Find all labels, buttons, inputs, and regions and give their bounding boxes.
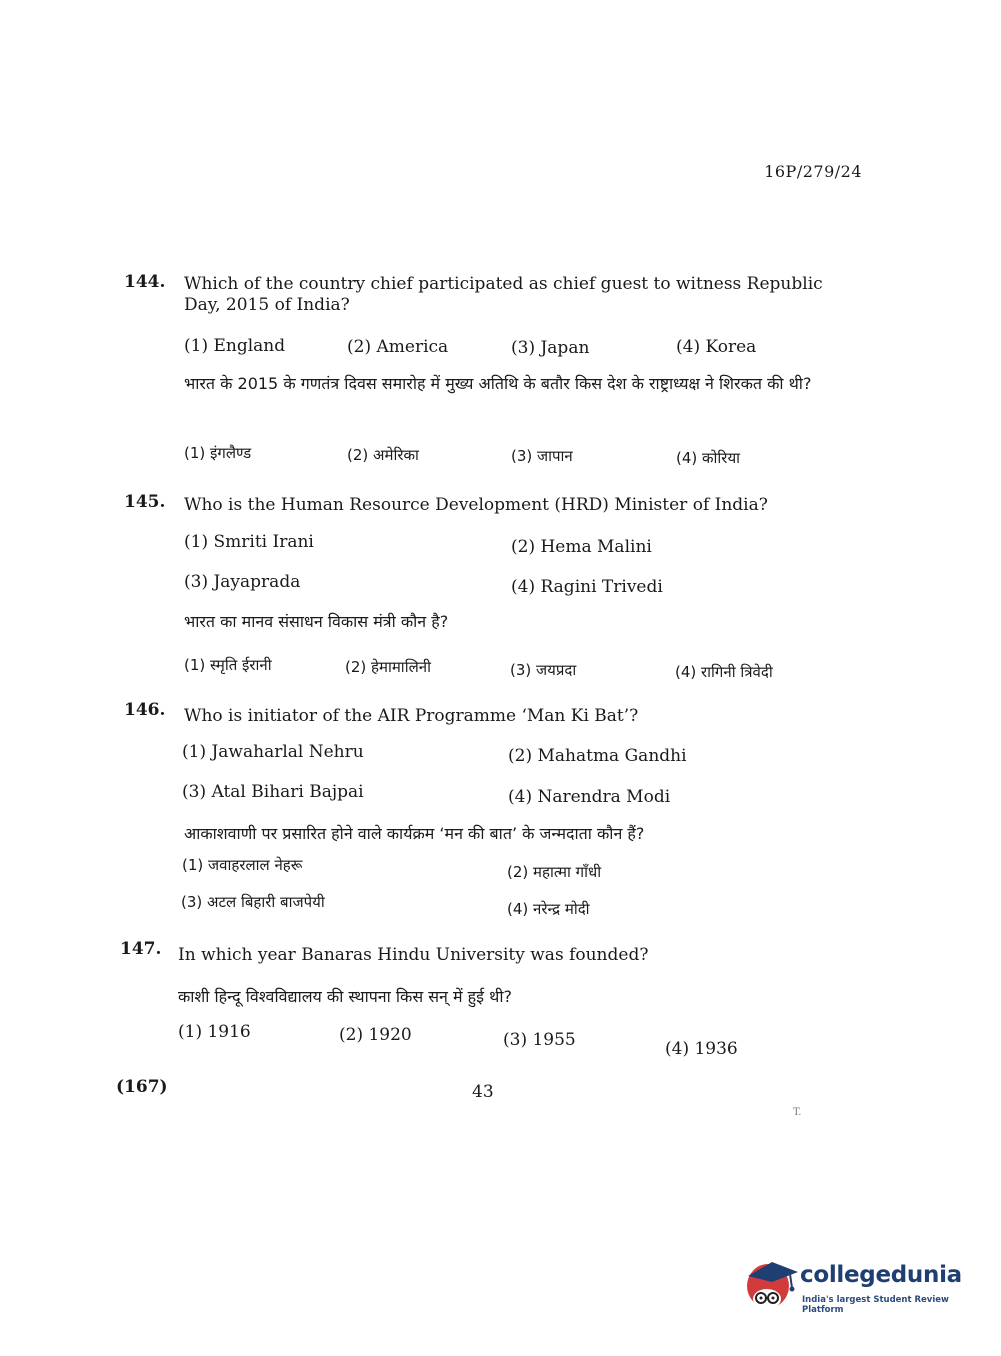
option-1: (1) Jawaharlal Nehru: [182, 742, 364, 762]
collegedunia-logo: [742, 1250, 972, 1320]
option-1: (1) England: [184, 336, 286, 356]
question-text: Who is initiator of the AIR Programme ‘Man Ki Bat’?: [184, 706, 639, 726]
option-2-hindi: (2) महात्मा गाँधी: [507, 863, 602, 881]
question-text: In which year Banaras Hindu University was founded?: [178, 945, 649, 965]
page-code: 16P/279/24: [764, 162, 862, 181]
option-3: (3) 1955: [503, 1030, 576, 1050]
option-1-hindi: (1) इंगलैण्ड: [184, 444, 252, 462]
logo-tagline: India's largest Student Review Platform: [802, 1295, 949, 1315]
question-text-hindi: भारत का मानव संसाधन विकास मंत्री कौन है?: [184, 612, 449, 631]
option-4: (4) Ragini Trivedi: [511, 577, 663, 597]
question-text: Which of the country chief participated as chief guest to witness Republic Day, 2015 of India?: [184, 274, 823, 315]
question-number: 145.: [124, 492, 166, 512]
option-1: (1) Smriti Irani: [184, 532, 314, 552]
option-2-hindi: (2) अमेरिका: [347, 446, 419, 464]
question-number: 146.: [124, 700, 166, 720]
option-4: (4) Narendra Modi: [508, 787, 671, 807]
option-3-hindi: (3) जयप्रदा: [510, 661, 577, 679]
option-1-hindi: (1) जवाहरलाल नेहरू: [182, 856, 303, 874]
option-3: (3) Atal Bihari Bajpai: [182, 782, 364, 802]
option-1-hindi: (1) स्मृति ईरानी: [184, 656, 272, 674]
option-4: (4) 1936: [665, 1039, 738, 1059]
option-2: (2) Mahatma Gandhi: [508, 746, 687, 766]
option-4-hindi: (4) रागिनी त्रिवेदी: [675, 663, 773, 681]
option-4-hindi: (4) नरेन्द्र मोदी: [507, 900, 590, 918]
option-2-hindi: (2) हेमामालिनी: [345, 658, 431, 676]
page-number: 43: [472, 1082, 494, 1102]
logo-name: collegedunia: [800, 1262, 962, 1288]
option-3-hindi: (3) अटल बिहारी बाजपेयी: [181, 893, 325, 911]
question-text: Who is the Human Resource Development (HRD) Minister of India?: [184, 495, 768, 515]
option-4-hindi: (4) कोरिया: [676, 449, 741, 467]
option-3: (3) Jayaprada: [184, 572, 301, 592]
option-3: (3) Japan: [511, 338, 590, 358]
option-2: (2) 1920: [339, 1025, 412, 1045]
option-3-hindi: (3) जापान: [511, 447, 573, 465]
option-1: (1) 1916: [178, 1022, 251, 1042]
option-4: (4) Korea: [676, 337, 757, 357]
question-number: 147.: [120, 939, 162, 959]
option-2: (2) Hema Malini: [511, 537, 652, 557]
question-text-hindi: भारत के 2015 के गणतंत्र दिवस समारोह में मुख्य अतिथि के बतौर किस देश के राष्ट्राध्यक्ष ने शिरकत की थी?: [184, 374, 812, 393]
corner-mark: T.: [793, 1107, 802, 1118]
option-2: (2) America: [347, 337, 449, 357]
question-text-hindi: आकाशवाणी पर प्रसारित होने वाले कार्यक्रम ‘मन की बात’ के जन्मदाता कौन हैं?: [184, 824, 645, 843]
question-number: 144.: [124, 272, 166, 292]
mascot-icon: [742, 1250, 802, 1320]
footer-code: (167): [116, 1077, 168, 1097]
question-text-hindi: काशी हिन्दू विश्वविद्यालय की स्थापना किस सन् में हुई थी?: [178, 987, 512, 1006]
